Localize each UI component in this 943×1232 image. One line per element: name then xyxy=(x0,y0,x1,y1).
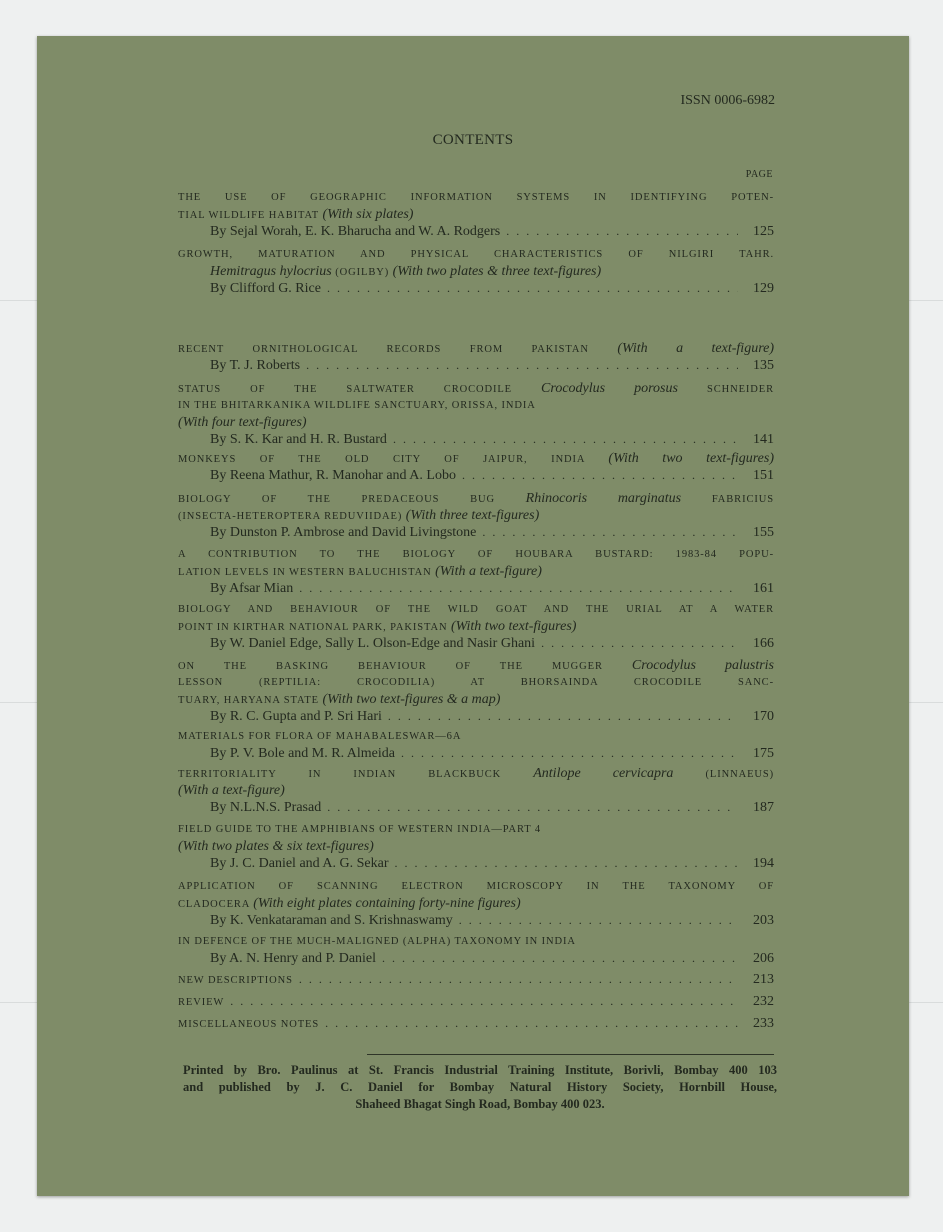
entry-author-line xyxy=(178,580,774,597)
entry-authors: By N.L.N.S. Prasad xyxy=(210,800,322,815)
entry-authors: By Dunston P. Ambrose and David Livingstone xyxy=(210,525,477,540)
entry-title-line: BIOLOGY AND BEHAVIOUR OF THE WILD GOAT AND THE URIAL AT A WATER xyxy=(178,604,774,615)
entry-authors: By K. Venkataraman and S. Krishnaswamy xyxy=(210,913,453,928)
entry-authors: By Afsar Mian xyxy=(210,581,294,596)
entry-authors: By Clifford G. Rice xyxy=(210,281,321,296)
entry-title-line: CLADOCERA (With eight plates containing forty-nine figures) xyxy=(178,896,521,911)
entry-title-line: TERRITORIALITY IN INDIAN BLACKBUCK Antilope cervicapra (LINNAEUS) xyxy=(178,766,775,781)
toc-entry xyxy=(178,878,774,929)
entry-title-line: TUARY, HARYANA STATE (With two text-figures & a map) xyxy=(178,692,501,707)
entry-page-number: 170 xyxy=(753,709,774,724)
imprint-line: Printed by Bro. Paulinus at St. Francis Industrial Training Institute, Borivli, Bombay 400 103 xyxy=(183,1063,777,1077)
entry-page-number: 129 xyxy=(753,281,774,296)
section-page-number: 213 xyxy=(753,972,774,987)
entry-authors: By Sejal Worah, E. K. Bharucha and W. A. Rodgers xyxy=(210,224,501,239)
toc-entry xyxy=(178,342,774,448)
entry-title-line: A CONTRIBUTION TO THE BIOLOGY OF HOUBARA BUSTARD: 1983-84 POPU- xyxy=(178,549,774,560)
entry-authors: By A. N. Henry and P. Daniel xyxy=(210,951,377,966)
table-of-contents xyxy=(37,36,909,1196)
entry-title-line: GROWTH, MATURATION AND PHYSICAL CHARACTERISTICS OF NILGIRI TAHR. xyxy=(178,249,774,260)
entry-title-line: BIOLOGY OF THE PREDACEOUS BUG Rhinocoris marginatus FABRICIUS xyxy=(178,491,774,506)
entry-title-line: IN THE BHITARKANIKA WILDLIFE SANCTUARY, ORISSA, INDIA xyxy=(178,400,536,411)
entry-author-line xyxy=(178,223,774,240)
page-column-header: PAGE xyxy=(745,169,773,180)
entry-page-number: 203 xyxy=(753,913,774,928)
entry-title-line: FIELD GUIDE TO THE AMPHIBIANS OF WESTERN INDIA—PART 4 xyxy=(178,824,542,835)
entry-page-number: 141 xyxy=(753,432,774,447)
entry-title-line: IN DEFENCE OF THE MUCH-MALIGNED (ALPHA) TAXONOMY IN INDIA xyxy=(178,936,576,947)
entry-page-number: 155 xyxy=(753,525,774,540)
entry-authors: By W. Daniel Edge, Sally L. Olson-Edge and Nasir Ghani xyxy=(210,636,536,651)
entry-title-line: Hemitragus hylocrius (OGILBY) (With two plates & three text-figures) xyxy=(210,264,602,279)
entry-author-line xyxy=(178,280,774,297)
section-page-number: 232 xyxy=(753,994,774,1009)
entry-title-line: (With four text-figures) xyxy=(178,415,307,430)
entry-title-line: RECENT ORNITHOLOGICAL RECORDS FROM PAKISTAN (With a text-figure) xyxy=(178,341,774,356)
toc-entry xyxy=(178,657,774,725)
entry-author-line xyxy=(178,708,774,725)
entry-page-number: 194 xyxy=(753,856,774,871)
entry-page-number: 166 xyxy=(753,636,774,651)
toc-section-line xyxy=(178,1015,774,1032)
toc-section-line xyxy=(178,971,774,988)
toc-entry xyxy=(178,601,774,652)
section-label: REVIEW xyxy=(178,997,225,1008)
toc-section-line xyxy=(178,993,774,1010)
section-label: MISCELLANEOUS NOTES xyxy=(178,1019,320,1030)
entry-page-number: 206 xyxy=(753,951,774,966)
toc-entry xyxy=(178,728,774,762)
entry-title-line: (With a text-figure) xyxy=(178,783,285,798)
toc-entry xyxy=(178,189,774,240)
entry-author-line xyxy=(178,799,774,816)
entry-title-line: STATUS OF THE SALTWATER CROCODILE Crocodylus porosus SCHNEIDER xyxy=(178,381,775,396)
entry-authors: By T. J. Roberts xyxy=(210,358,301,373)
entry-author-line xyxy=(178,745,774,762)
entry-title-line: (INSECTA-HETEROPTERA REDUVIIDAE) (With three text-figures) xyxy=(178,508,540,523)
entry-author-line xyxy=(178,431,774,448)
toc-entry xyxy=(178,450,774,484)
entry-title-line: LESSON (REPTILIA: CROCODILIA) AT BHORSAINDA CROCODILE SANC- xyxy=(178,677,774,688)
entry-author-line xyxy=(178,635,774,652)
imprint-line: Shaheed Bhagat Singh Road, Bombay 400 023. xyxy=(355,1097,605,1111)
contents-title: CONTENTS xyxy=(432,132,514,148)
toc-entry xyxy=(178,821,774,872)
entry-title-line: MONKEYS OF THE OLD CITY OF JAIPUR, INDIA (With two text-figures) xyxy=(178,451,774,466)
entry-authors: By P. V. Bole and M. R. Almeida xyxy=(210,746,396,761)
section-label: NEW DESCRIPTIONS xyxy=(178,975,293,986)
toc-entry xyxy=(178,933,774,967)
imprint-line: and published by J. C. Daniel for Bombay Natural History Society, Hornbill House, xyxy=(183,1080,777,1094)
printer-imprint xyxy=(183,1062,777,1113)
section-page-number: 233 xyxy=(753,1016,774,1031)
divider-rule xyxy=(367,1054,774,1055)
entry-authors: By S. K. Kar and H. R. Bustard xyxy=(210,432,387,447)
entry-author-line xyxy=(178,912,774,929)
journal-back-cover xyxy=(37,36,909,1196)
entry-page-number: 125 xyxy=(753,224,774,239)
entry-title-line: POINT IN KIRTHAR NATIONAL PARK, PAKISTAN (With two text-figures) xyxy=(178,619,577,634)
entry-page-number: 187 xyxy=(753,800,774,815)
toc-entry xyxy=(178,546,774,597)
entry-title-line: ON THE BASKING BEHAVIOUR OF THE MUGGER Crocodylus palustris xyxy=(178,658,775,673)
toc-entry xyxy=(178,765,774,816)
entry-authors: By J. C. Daniel and A. G. Sekar xyxy=(210,856,389,871)
entry-page-number: 135 xyxy=(753,358,774,373)
entry-page-number: 161 xyxy=(753,581,774,596)
toc-sections xyxy=(178,971,774,1032)
entry-authors: By Reena Mathur, R. Manohar and A. Lobo xyxy=(210,468,456,483)
entry-page-number: 151 xyxy=(753,468,774,483)
entry-title-line: (With two plates & six text-figures) xyxy=(178,839,374,854)
issn-number: ISSN 0006-6982 xyxy=(680,93,775,108)
toc-entry xyxy=(178,490,774,541)
entry-title-line: MATERIALS FOR FLORA OF MAHABALESWAR—6A xyxy=(178,731,462,742)
entry-title-line: APPLICATION OF SCANNING ELECTRON MICROSCOPY IN THE TAXONOMY OF xyxy=(178,881,774,892)
entry-author-line xyxy=(178,855,774,872)
entry-author-line xyxy=(178,467,774,484)
entry-author-line xyxy=(178,524,774,541)
entry-authors: By R. C. Gupta and P. Sri Hari xyxy=(210,709,382,724)
entry-author-line xyxy=(178,950,774,967)
entry-title-line: THE USE OF GEOGRAPHIC INFORMATION SYSTEMS IN IDENTIFYING POTEN- xyxy=(178,192,774,203)
entry-title-line: TIAL WILDLIFE HABITAT (With six plates) xyxy=(178,207,414,222)
entry-title-line: LATION LEVELS IN WESTERN BALUCHISTAN (With a text-figure) xyxy=(178,564,542,579)
entry-page-number: 175 xyxy=(753,746,774,761)
toc-entry xyxy=(178,246,774,297)
